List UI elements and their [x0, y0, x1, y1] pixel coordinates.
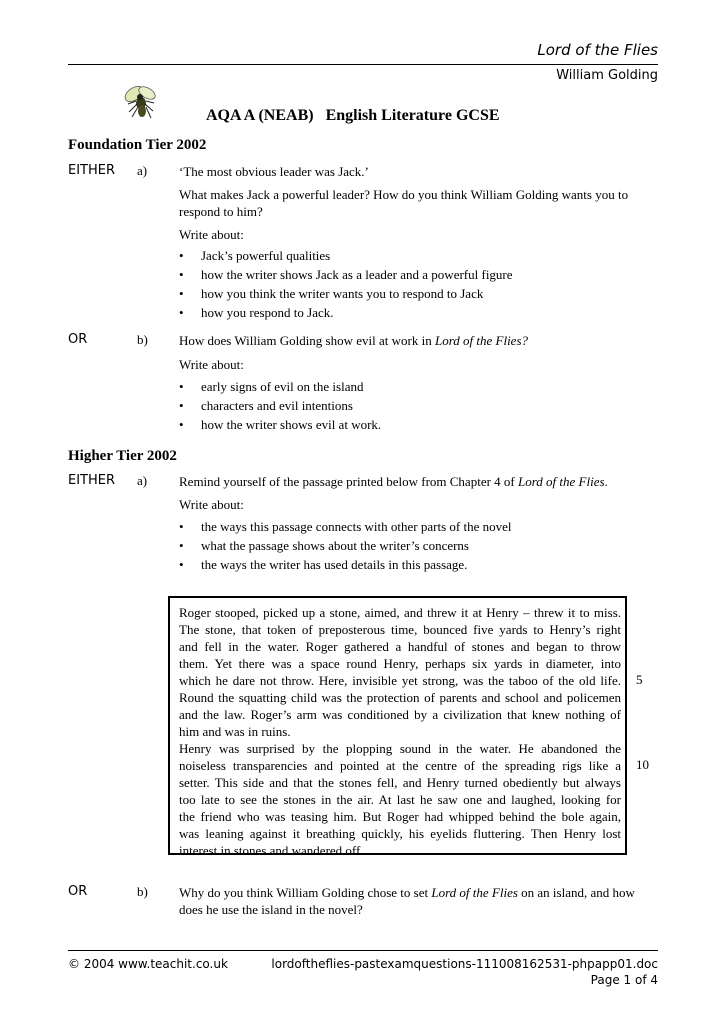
header-divider [68, 64, 658, 65]
bullet-item: • what the passage shows about the writer’s concerns [179, 538, 469, 553]
or-label: OR [68, 884, 88, 899]
question-label: a) [137, 163, 148, 178]
bullet-item: • characters and evil intentions [179, 398, 353, 413]
bullet-item: • how you think the writer wants you to respond to Jack [179, 286, 484, 301]
question-text: What makes Jack a powerful leader? How do you think William Golding wants you to respond to him? [179, 187, 629, 219]
novel-title: Lord of the Flies [518, 474, 605, 489]
write-about-label: Write about: [179, 357, 244, 372]
write-about-label: Write about: [179, 497, 244, 512]
bullet-item: • the ways this passage connects with other parts of the novel [179, 519, 512, 534]
bullet-item: • how you respond to Jack. [179, 305, 334, 320]
fly-icon [120, 82, 160, 122]
question-label: b) [137, 884, 148, 899]
bullet-item: • how the writer shows evil at work. [179, 417, 382, 432]
document-title: Lord of the Flies [537, 41, 658, 59]
either-label: EITHER [68, 473, 116, 488]
question-quote: ‘The most obvious leader was Jack.’ [179, 164, 369, 179]
footer-divider [68, 950, 658, 951]
passage-paragraph-2: Henry was surprised by the plopping sound in the water. He abandoned the noiseless transparencies and pointed at the centre of the spreading rigs like a setter. This side and that the stones fell, and Henry turned obediently but always too late to see the stones in the air. At last he saw one and laughed, looking for the friend who was teasing him. But Roger had whipped behind the bole again, was leaning against it breathing quickly, his eyelids fluttering. Then Henry lost interest in stones and wandered off. [179, 741, 621, 858]
line-number: 5 [636, 672, 643, 687]
exam-heading: AQA A (NEAB) English Literature GCSE [206, 107, 500, 124]
bullet-item: • how the writer shows Jack as a leader and a powerful figure [179, 267, 513, 282]
section-title-foundation: Foundation Tier 2002 [68, 137, 207, 153]
question-text: How does William Golding show evil at work in Lord of the Flies? [179, 333, 529, 348]
write-about-label: Write about: [179, 227, 244, 242]
question-text: Remind yourself of the passage printed below from Chapter 4 of Lord of the Flies. [179, 474, 608, 489]
bullet-item: • Jack’s powerful qualities [179, 248, 331, 263]
footer-page-number: Page 1 of 4 [590, 973, 658, 987]
question-label: b) [137, 332, 148, 347]
question-label: a) [137, 473, 148, 488]
section-title-higher: Higher Tier 2002 [68, 448, 177, 464]
line-number: 10 [636, 757, 649, 772]
or-label: OR [68, 332, 88, 347]
passage-paragraph-1: Roger stooped, picked up a stone, aimed, and threw it at Henry – threw it to miss. The stone, that token of preposterous time, bounced five yards to Henry’s right and fell in the water. Roger gathered a handful of stones and began to throw them. Yet there was a space round Henry, perhaps six yards in diameter, into which he dare not throw. Here, invisible yet strong, was the taboo of the old life. Round the squatting child was the protection of parents and school and policemen and the law. Roger’s arm was conditioned by a civilization that knew nothing of him and was in ruins. [179, 605, 621, 739]
either-label: EITHER [68, 163, 116, 178]
footer-filename: lordoftheflies-pastexamquestions-111008162531-phpapp01.doc [271, 957, 658, 971]
bullet-item: • early signs of evil on the island [179, 379, 364, 394]
novel-title: Lord of the Flies? [434, 333, 529, 348]
question-text: Why do you think William Golding chose to set Lord of the Flies on an island, and how does he use the island in the novel? [179, 885, 635, 917]
document-author: William Golding [556, 68, 658, 83]
novel-title: Lord of the Flies [431, 885, 518, 900]
footer-copyright: © 2004 www.teachit.co.uk [68, 957, 228, 971]
bullet-item: • the ways the writer has used details in this passage. [179, 557, 468, 572]
